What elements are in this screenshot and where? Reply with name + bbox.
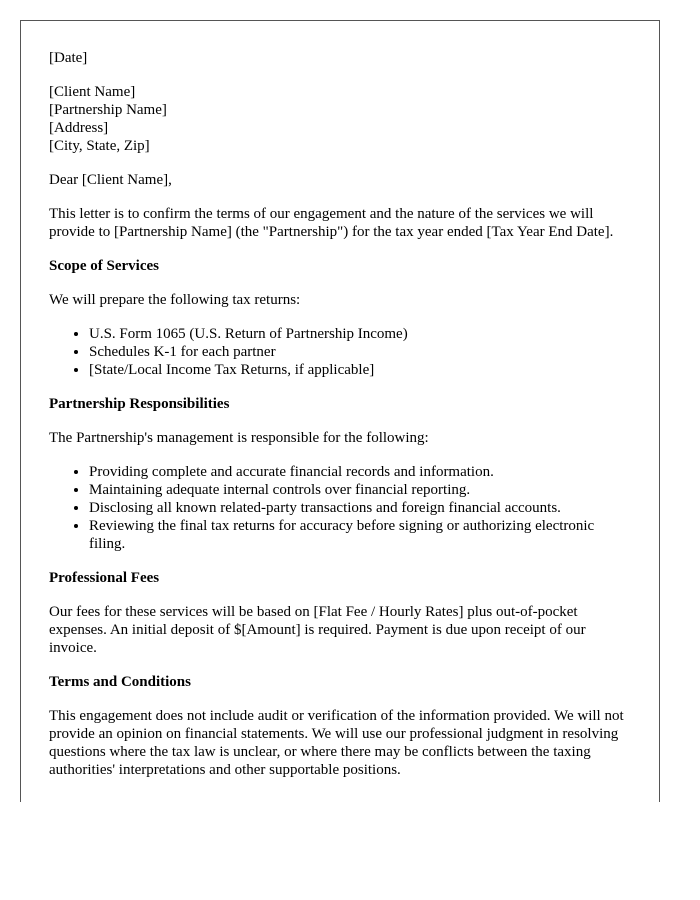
scope-list <box>49 325 631 379</box>
address-city-state-zip: [City, State, Zip] <box>49 138 150 154</box>
recipient-address <box>49 83 631 155</box>
salutation: Dear [Client Name], <box>49 172 172 188</box>
list-item: • U.S. Form 1065 (U.S. Return of Partnership Income) <box>89 325 631 343</box>
list-item: • [State/Local Income Tax Returns, if applicable] <box>89 361 631 379</box>
address-partnership-name: [Partnership Name] <box>49 102 167 118</box>
letter-date: [Date] <box>49 50 88 66</box>
list-item: • Disclosing all known related-party transactions and foreign financial accounts. <box>89 499 631 517</box>
terms-heading: Terms and Conditions <box>49 674 191 690</box>
responsibilities-list <box>49 463 631 553</box>
scope-intro: We will prepare the following tax returns: <box>49 292 301 308</box>
address-client-name: [Client Name] <box>49 84 136 100</box>
list-item: • Providing complete and accurate financial records and information. <box>89 463 631 481</box>
fees-paragraph: Our fees for these services will be based on [Flat Fee / Hourly Rates] plus out-of-pocket expenses. An initial deposit of $[Amount] is required. Payment is due upon receipt of our invoice. <box>49 604 586 656</box>
terms-paragraph: This engagement does not include audit or verification of the information provided. We will not provide an opinion on financial statements. We will use our professional judgment in resolving questions where the tax law is unclear, or where there may be conflicts between the taxing authorities' interpretations and other supportable positions. <box>49 708 624 778</box>
responsibilities-heading: Partnership Responsibilities <box>49 396 230 412</box>
list-item: • Reviewing the final tax returns for accuracy before signing or authorizing electronic filing. <box>89 517 631 553</box>
list-item: • Maintaining adequate internal controls over financial reporting. <box>89 481 631 499</box>
address-street: [Address] <box>49 120 109 136</box>
fees-heading: Professional Fees <box>49 570 160 586</box>
responsibilities-intro: The Partnership's management is responsible for the following: <box>49 430 429 446</box>
intro-paragraph: This letter is to confirm the terms of our engagement and the nature of the services we will provide to [Partnership Name] (the "Partnership") for the tax year ended [Tax Year End Date]. <box>49 206 614 240</box>
letter-page <box>20 20 660 802</box>
list-item: • Schedules K-1 for each partner <box>89 343 631 361</box>
scope-heading: Scope of Services <box>49 258 159 274</box>
